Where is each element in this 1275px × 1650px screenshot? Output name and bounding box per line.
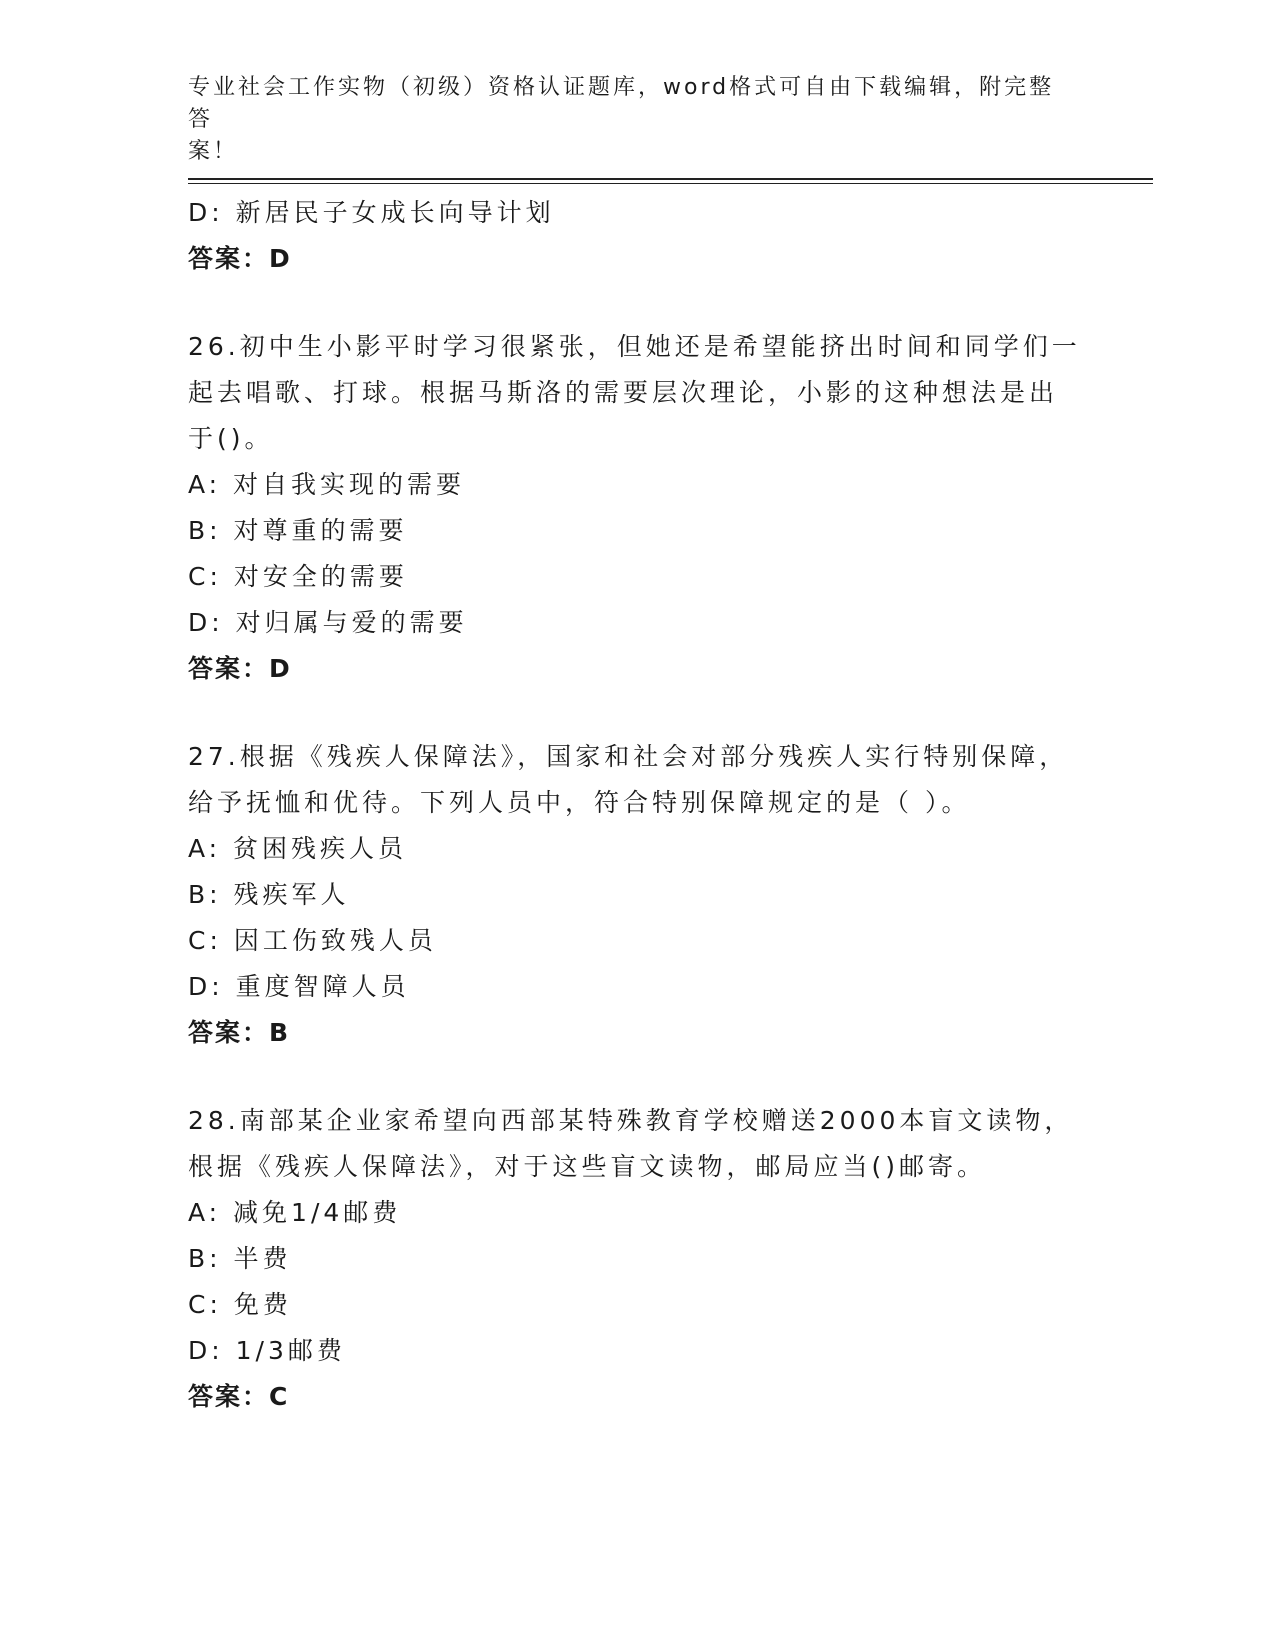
question-stem-line: 28.南部某企业家希望向西部某特殊教育学校赠送2000本盲文读物， [188, 1106, 1074, 1135]
question-stem-line: 26.初中生小影平时学习很紧张，但她还是希望能挤出时间和同学们一 [188, 332, 1081, 361]
question-26 [188, 324, 1088, 692]
option-c: C: 对安全的需要 [188, 562, 408, 591]
option-c: C: 免费 [188, 1290, 292, 1319]
answer: 答案：C [188, 1382, 290, 1411]
option-b: B: 半费 [188, 1244, 292, 1273]
header-divider-thin [188, 183, 1153, 184]
question-27 [188, 734, 1088, 1056]
question-28 [188, 1098, 1088, 1420]
option-a: A: 减免1/4邮费 [188, 1198, 402, 1227]
option-d: D: 1/3邮费 [188, 1336, 346, 1365]
question-stem-line: 起去唱歌、打球。根据马斯洛的需要层次理论，小影的这种想法是出 [188, 378, 1059, 407]
option-a: A: 贫困残疾人员 [188, 834, 408, 863]
answer: 答案：D [188, 654, 292, 683]
question-stem-line: 于()。 [188, 424, 274, 453]
header-line-2: 案！ [188, 139, 239, 164]
question-list [188, 190, 1088, 1420]
option-b: B: 残疾军人 [188, 880, 350, 909]
question-25-tail [188, 190, 1088, 282]
option-d: D: 重度智障人员 [188, 972, 410, 1001]
option-a: A: 对自我实现的需要 [188, 470, 466, 499]
option-d: D: 新居民子女成长向导计划 [188, 198, 555, 227]
answer: 答案：B [188, 1018, 291, 1047]
option-c: C: 因工伤致残人员 [188, 926, 437, 955]
option-d: D: 对归属与爱的需要 [188, 608, 468, 637]
question-stem-line: 给予抚恤和优待。下列人员中，符合特别保障规定的是（ ）。 [188, 788, 971, 817]
question-stem-line: 根据《残疾人保障法》，对于这些盲文读物，邮局应当()邮寄。 [188, 1152, 987, 1181]
document-header [188, 72, 1068, 168]
header-line-1: 专业社会工作实物（初级）资格认证题库，word格式可自由下载编辑，附完整答 [188, 75, 1055, 132]
answer: 答案：D [188, 244, 292, 273]
option-b: B: 对尊重的需要 [188, 516, 408, 545]
question-stem-line: 27.根据《残疾人保障法》，国家和社会对部分残疾人实行特别保障， [188, 742, 1069, 771]
header-divider-thick [188, 178, 1153, 180]
